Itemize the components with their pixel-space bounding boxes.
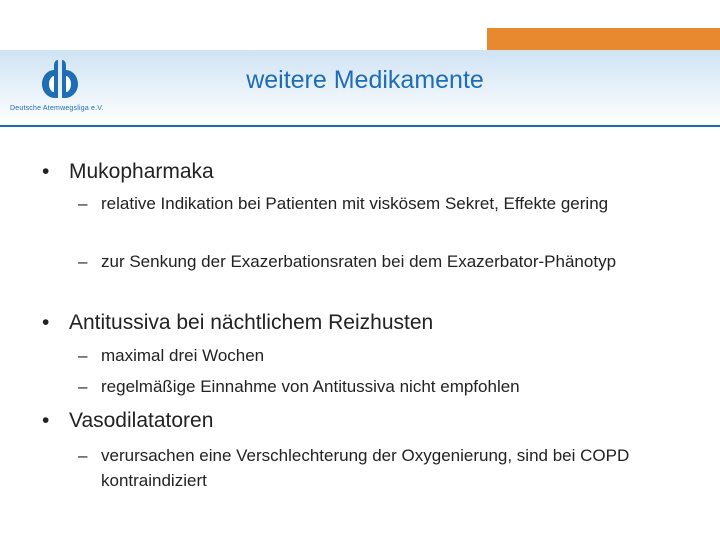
logo-text: Deutsche Atemwegsliga e.V. [10,105,104,112]
bullet-marker: • [42,160,50,183]
dash-marker: – [78,194,88,213]
sub-bullet-text: relative Indikation bei Patienten mit viskösem Sekret, Effekte gering [101,194,609,213]
sub-bullet-item [78,374,668,399]
sub-bullet-text: regelmäßige Einnahme von Antitussiva nicht empfohlen [101,377,520,396]
bullet-marker: • [42,409,50,432]
sub-bullet-item [78,249,668,274]
sub-bullet-item [78,191,668,216]
bullet-text: Vasodilatatoren [69,409,214,432]
dash-marker: – [78,346,88,365]
bullet-text: Antitussiva bei nächtlichem Reizhusten [69,311,434,334]
dash-marker: – [78,377,88,396]
dash-marker: – [78,446,88,465]
bullet-marker: • [42,311,50,334]
bullet-text: Mukopharmaka [69,160,214,183]
sub-bullet-text: maximal drei Wochen [101,346,265,365]
sub-bullet-text: verursachen eine Verschlechterung der Oxygenierung, sind bei COPD kontraindiziert [101,446,630,490]
sub-bullet-item [78,343,668,368]
dash-marker: – [78,252,88,271]
slide-title: weitere Medikamente [246,66,484,94]
sub-bullet-item [78,443,668,493]
sub-bullet-text: zur Senkung der Exazerbationsraten bei dem Exazerbator-Phänotyp [101,252,617,271]
